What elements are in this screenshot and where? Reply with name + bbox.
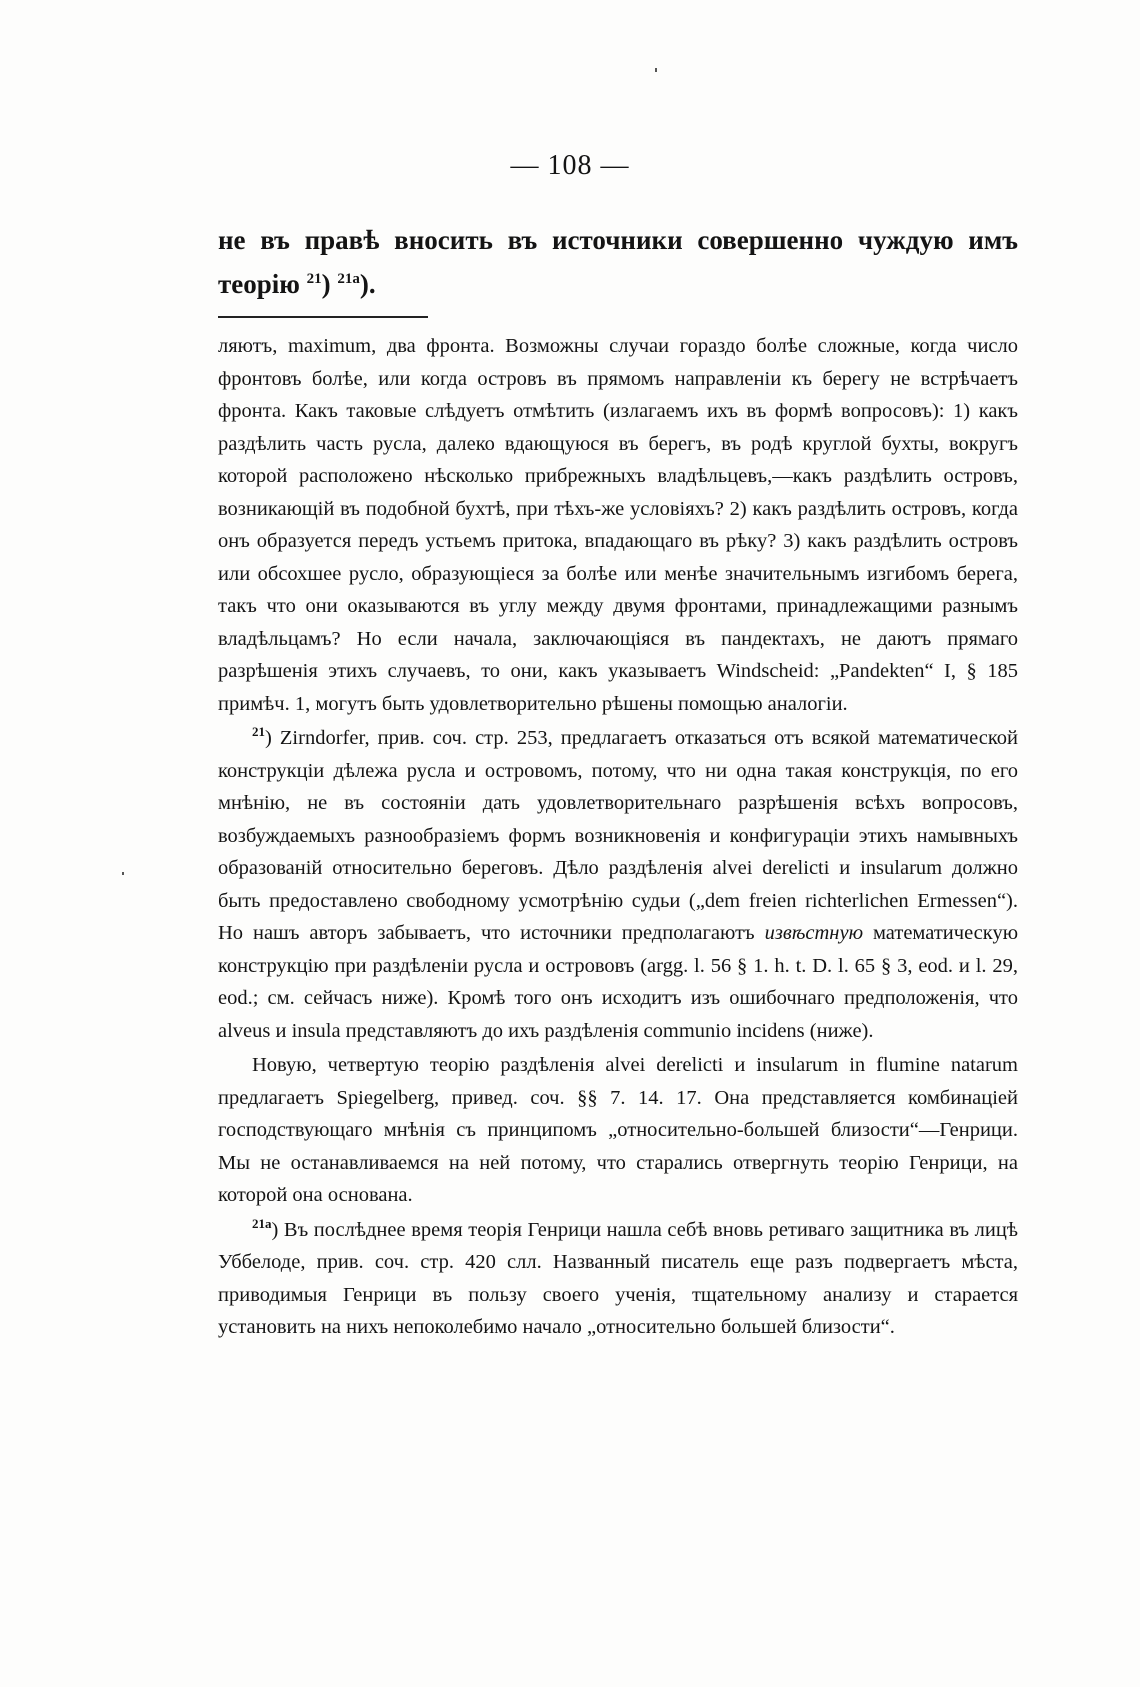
footnote-21-italic-word: извѣстную bbox=[764, 922, 864, 944]
page-number: — 108 — bbox=[510, 150, 630, 181]
main-text-close: ) bbox=[359, 269, 369, 299]
footnote-separator-rule bbox=[218, 316, 428, 318]
footnotes-block bbox=[218, 330, 1018, 1344]
footnote-ref-paren: ) bbox=[321, 269, 331, 299]
footnote-21 bbox=[218, 722, 1018, 1047]
main-text-body: не въ правѣ вносить въ источники совершенно чуждую имъ теорію bbox=[218, 225, 1018, 299]
footnote-21-mark: 21 bbox=[252, 724, 265, 740]
footnote-spiegelberg-paragraph: Новую, четвертую теорію раздѣленія alvei derelicti и insularum in flumine natarum предлагаетъ Spiegelberg, привед. соч. §§ 7. 14. 17. Она представляется комбинаціей господствующаго мнѣнія съ принципомъ „относительно-большей близости“—Генрици. Мы не останавливаемся на ней потому, что старались отвергнуть теорію Генрици, на которой она основана. bbox=[218, 1054, 1018, 1206]
footnote-continuation: ляютъ, maximum, два фронта. Возможны случаи гораздо болѣе сложные, когда число фронтовъ болѣе, или когда островъ въ прямомъ направленіи къ берегу не встрѣчаетъ фронта. Какъ таковые слѣдуетъ отмѣтить (излагаемъ ихъ въ формѣ вопросовъ): 1) какъ раздѣлить часть русла, далеко вдающуюся въ берегъ, въ родѣ круглой бухты, вокругъ которой расположено нѣсколько прибрежныхъ владѣльцевъ,—какъ раздѣлить островъ, возникающій въ подобной бухтѣ, при тѣхъ-же условіяхъ? 2) какъ раздѣлить островъ, когда онъ образуется передъ устьемъ притока, впадающаго въ рѣку? 3) какъ раздѣлить островъ или обсохшее русло, образующіеся за болѣе или менѣе значительнымъ изгибомъ берега, такъ что они оказываются въ углу между двумя фронтами, принадлежащими разнымъ владѣльцамъ? Но если начала, заключающіяся въ пандектахъ, не даютъ прямаго разрѣшенія этихъ случаевъ, то они, какъ указываетъ Windscheid: „Pandekten“ I, § 185 примѣч. 1, могутъ быть удовлетворительно рѣшены помощью аналогіи. bbox=[218, 335, 1018, 715]
scan-speck bbox=[122, 872, 124, 875]
footnote-21a-text: ) Въ послѣднее время теорія Генрици нашла себѣ вновь ретиваго защитника въ лицѣ Уббелоде, прив. соч. стр. 420 слл. Названный писатель еще разъ подвергаетъ мѣста, приводимыя Генрици въ пользу своего ученія, тщательному анализу и старается установить на нихъ непоколебимо начало „относительно большей близости“. bbox=[218, 1218, 1018, 1338]
footnote-21-text-start: ) Zirndorfer, прив. соч. стр. 253, предлагаетъ отказаться отъ всякой математической конструкціи дѣлежа русла и островомъ, потому, что ни одна такая конструкція, по его мнѣнію, не въ состояніи дать удовлетворительнаго разрѣшенія всѣхъ вопросовъ, возбуждаемыхъ разнообразіемъ формъ возникновенія и конфигураціи этихъ намывныхъ образованій относительно береговъ. Дѣло раздѣленія alvei derelicti и insularum должно быть предоставлено свободному усмотрѣнію судьи („dem freien richterlichen Ermessen“). Но нашъ авторъ забываетъ, что источники предполагаютъ bbox=[218, 727, 1018, 944]
footnote-ref-21: 21 bbox=[306, 271, 322, 287]
footnote-21a bbox=[218, 1214, 1018, 1344]
main-text-period: . bbox=[368, 269, 376, 299]
scan-speck bbox=[655, 68, 657, 72]
footnote-ref-21a: 21a bbox=[337, 271, 360, 287]
footnote-21-text-end: математическую конструкцію при раздѣленіи русла и острововъ (argg. l. 56 § 1. h. t. D. l. 65 § 3, eod. и l. 29, eod.; см. сейчасъ ниже). Кромѣ того онъ исходитъ изъ ошибочнаго предположенія, что alveus и insula представляютъ до ихъ раздѣленія communio incidens (ниже). bbox=[218, 922, 1019, 1042]
footnote-21a-mark: 21a bbox=[252, 1215, 272, 1231]
main-text-paragraph bbox=[218, 218, 1018, 306]
